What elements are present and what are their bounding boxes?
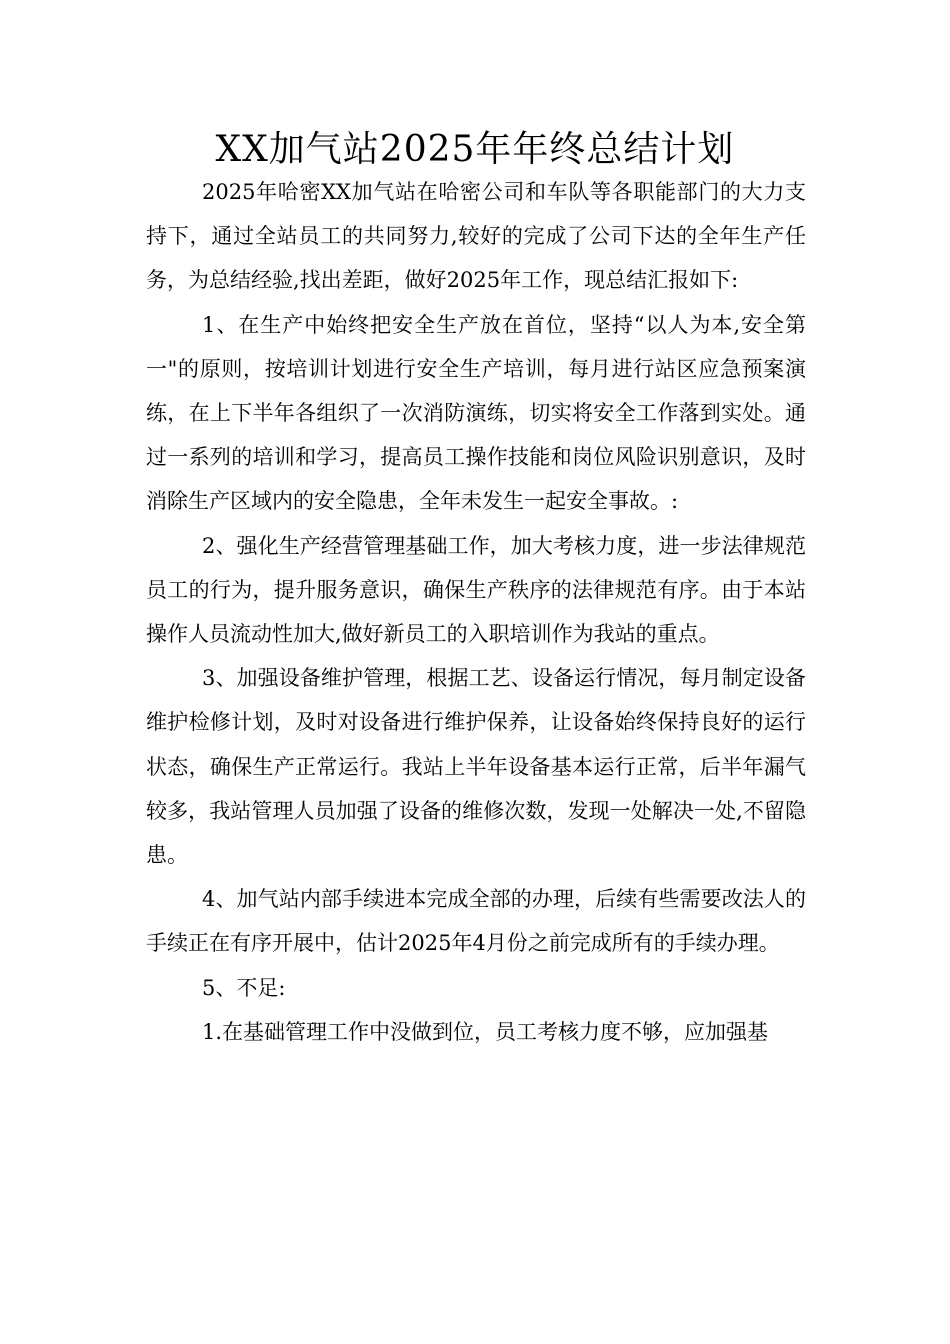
paragraph-management: 2、强化生产经营管理基础工作，加大考核力度，进一步法律规范员工的行为，提升服务意识，确保生产秩序的法律规范有序。由于本站操作人员流动性加大,做好新员工的入职培训作为我站的重点。 — [146, 533, 806, 647]
paragraph-shortcoming-1: 1.在基础管理工作中没做到位，员工考核力度不够，应加强基 — [202, 1019, 769, 1044]
paragraph-equipment: 3、加强设备维护管理，根据工艺、设备运行情况，每月制定设备维护检修计划，及时对设备进行维护保养，让设备始终保持良好的运行状态，确保生产正常运行。我站上半年设备基本运行正常，后半年漏气较多，我站管理人员加强了设备的维修次数，发现一处解决一处,不留隐患。 — [146, 666, 806, 868]
document-body — [146, 170, 806, 1054]
paragraph-shortcomings-heading: 5、不足: — [202, 975, 286, 1000]
paragraph-safety: 1、在生产中始终把安全生产放在首位，坚持“以人为本,安全第一"的原则，按培训计划进行安全生产培训，每月进行站区应急预案演练，在上下半年各组织了一次消防演练，切实将安全工作落到实处。通过一系列的培训和学习，提高员工操作技能和岗位风险识别意识，及时消除生产区域内的安全隐患，全年未发生一起安全事故。: — [146, 312, 806, 514]
document-title: XX加气站2025年年终总结计划 — [215, 129, 735, 170]
paragraph-intro: 2025年哈密XX加气站在哈密公司和车队等各职能部门的大力支持下，通过全站员工的共同努力,较好的完成了公司下达的全年生产任务，为总结经验,找出差距，做好2025年工作，现总结汇报如下: — [146, 180, 806, 293]
paragraph-procedures: 4、加气站内部手续进本完成全部的办理，后续有些需要改法人的手续正在有序开展中，估计2025年4月份之前完成所有的手续办理。 — [146, 887, 806, 956]
